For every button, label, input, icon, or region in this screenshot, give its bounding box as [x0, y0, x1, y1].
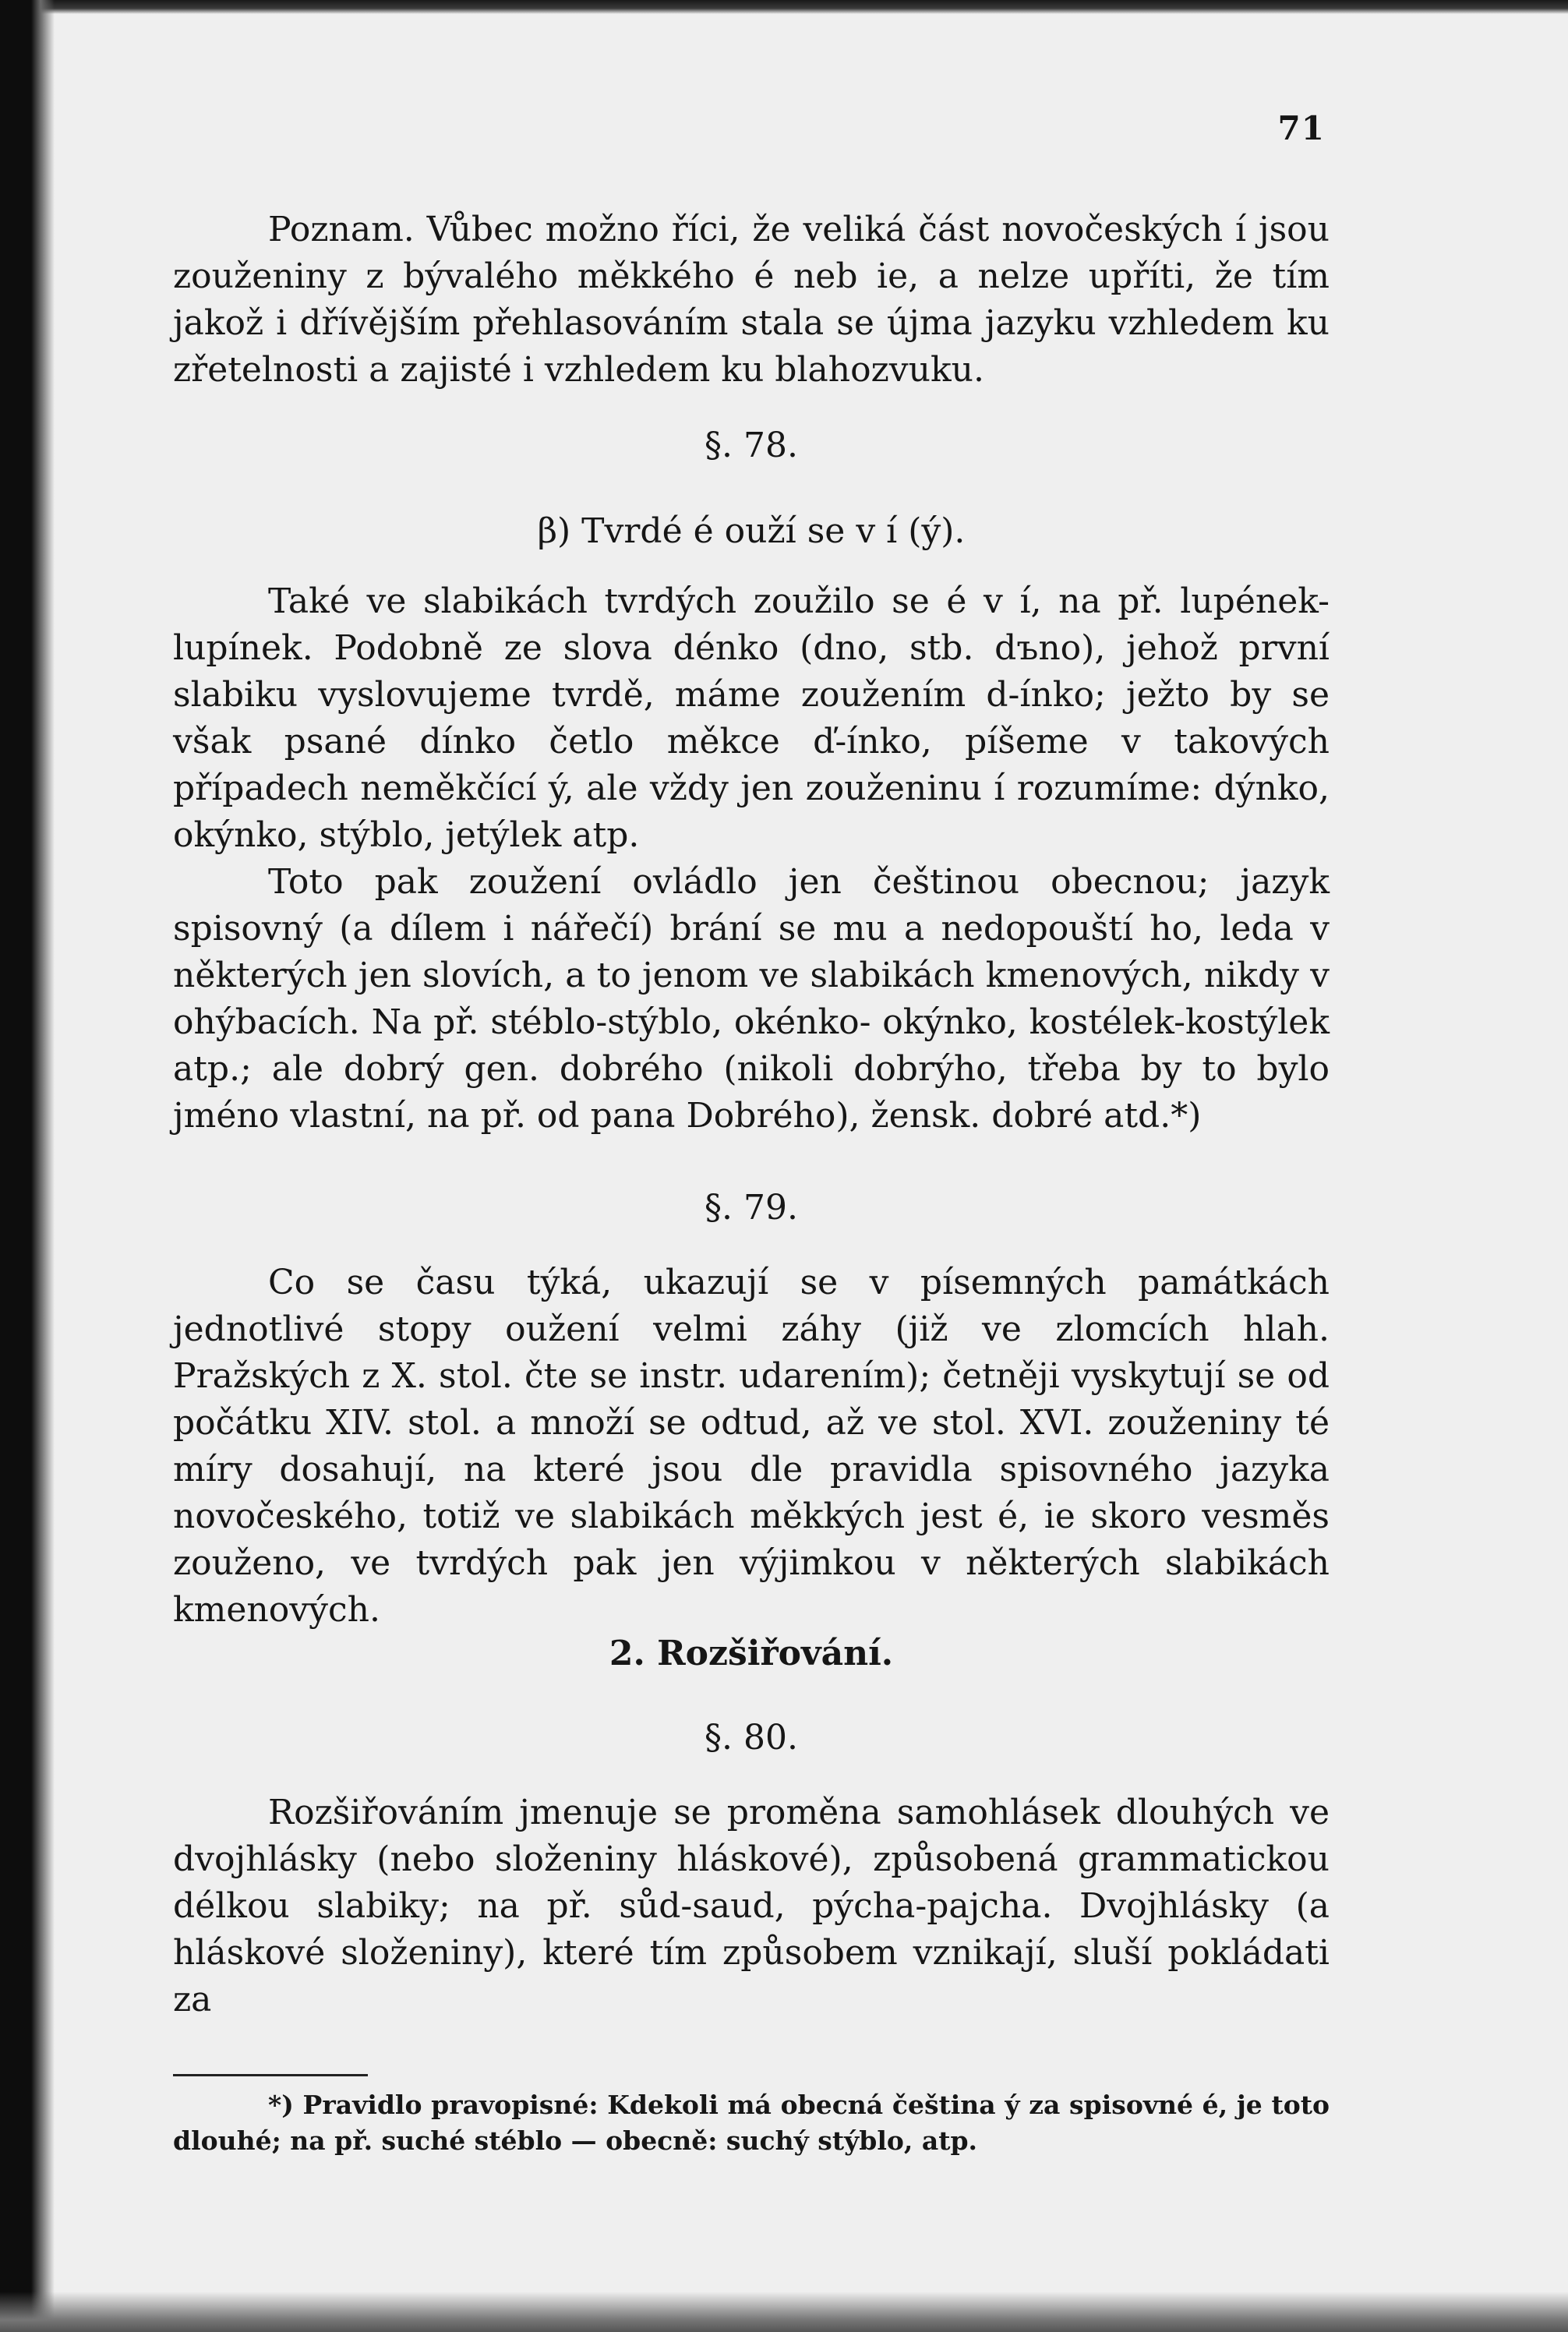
section-80-body: [173, 1790, 1330, 2023]
section-79-paragraph-1: Co se času týká, ukazují se v písemných památkách jednotlivé stopy oužení velmi záhy (již ve zlomcích hlah. Pražských z X. stol. čte se instr. udarením); četněji vyskytují se od počátku XIV. stol. a množí se odtud, až ve stol. XVI. zouženiny té míry dosahují, na které jsou dle pravidla spisovného jazyka novočeského, totiž ve slabikách měkkých jest é, ie skoro vesměs zouženo, ve tvrdých pak jen výjimkou v některých slabikách kmenových.: [173, 1263, 1330, 1630]
poznamka-paragraph: Poznam. Vůbec možno říci, že veliká část novočeských í jsou zouženiny z bývalého měkkého é neb ie, a nelze upříti, že tím jakož i dřívějším přehlasováním stala se újma jazyku vzhledem ku zřetelnosti a zajisté i vzhledem ku blahozvuku.: [173, 210, 1330, 390]
chapter-2-heading: 2. Rozšiřování.: [609, 1634, 894, 1673]
section-79-body: [173, 1260, 1330, 1634]
page-number: 71: [1277, 109, 1325, 147]
section-78-paragraph-1: Také ve slabikách tvrdých zoužilo se é v í, na př. lupének-lupínek. Podobně ze slova dénko (dno, stb. dъno), jehož první slabiku vyslovujeme tvrdě, máme zoužením d-ínko; ježto by se však psané dínko četlo měkce ď-ínko, píšeme v takových případech neměkčící ý, ale vždy jen zouženinu í rozumíme: dýnko, okýnko, stýblo, jetýlek atp.: [173, 581, 1330, 855]
footnote-rule: [173, 2074, 368, 2076]
section-79-heading: §. 79.: [705, 1188, 798, 1228]
footnote-block: [173, 2087, 1330, 2159]
scan-top-edge: [0, 0, 1568, 14]
section-78-subheading: β) Tvrdé é ouží se v í (ý).: [537, 511, 966, 551]
section-78-body: [173, 578, 1330, 1140]
section-78-paragraph-2: Toto pak zoužení ovládlo jen češtinou obecnou; jazyk spisovný (a dílem i nářečí) brání se mu a nedopouští ho, leda v některých jen slovích, a to jenom ve slabikách kmenových, nikdy v ohýbacích. Na př. stéblo-stýblo, okénko- okýnko, kostélek-kostýlek atp.; ale dobrý gen. dobrého (nikoli dobrýho, třeba by to bylo jméno vlastní, na př. od pana Dobrého), žensk. dobré atd.*): [173, 862, 1330, 1136]
section-80-paragraph-1: Rozšiřováním jmenuje se proměna samohlásek dlouhých ve dvojhlásky (nebo složeniny hláskové), způsobená grammatickou délkou slabiky; na př. sůd-saud, pýcha-pajcha. Dvojhlásky (a hláskové složeniny), které tím způsobem vznikají, sluší pokládati za: [173, 1793, 1330, 2019]
section-78-heading: §. 78.: [705, 426, 798, 465]
section-80-heading: §. 80.: [705, 1718, 798, 1758]
poznamka-block: [173, 207, 1330, 394]
footnote-text: *) Pravidlo pravopisné: Kdekoli má obecná čeština ý za spisovné é, je toto dlouhé; na př. suché stéblo — obecně: suchý stýblo, atp.: [173, 2090, 1330, 2156]
scan-bottom-edge: [0, 2291, 1568, 2332]
scan-left-edge: [0, 0, 55, 2332]
